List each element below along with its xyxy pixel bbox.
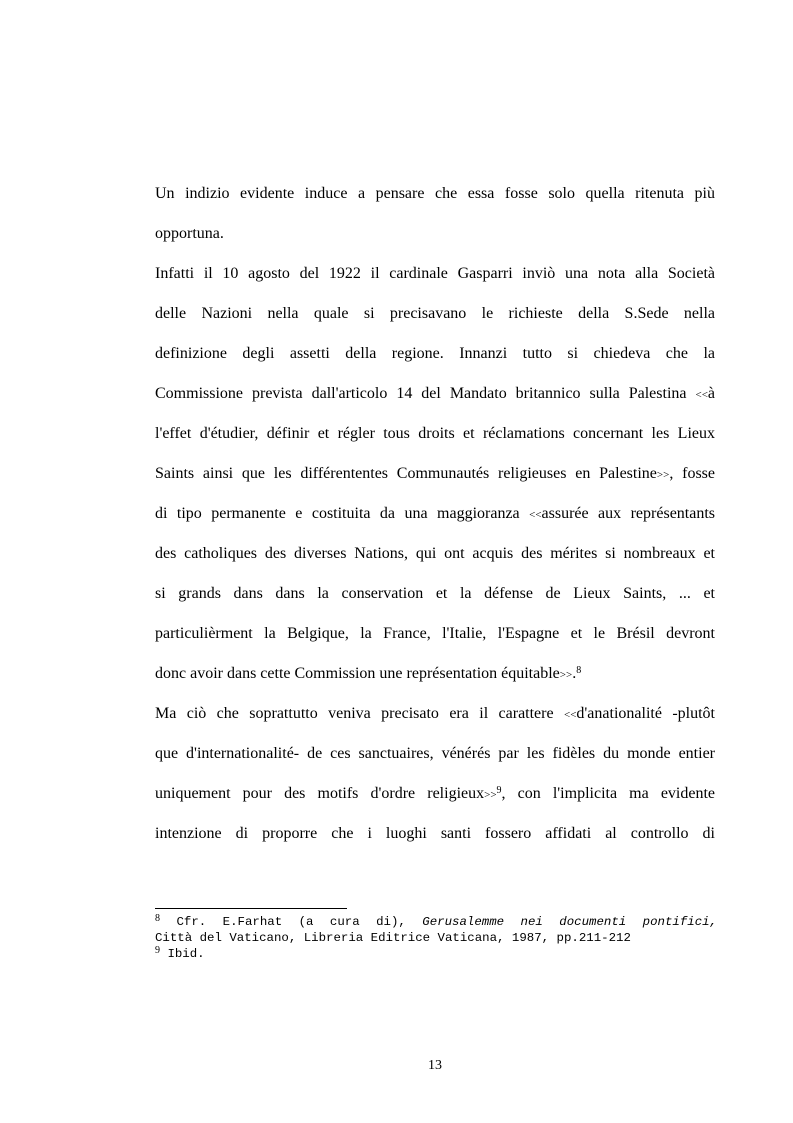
text-span: definizione degli assetti della regione. Innanzi tutto si chiedeva che la [155, 345, 715, 362]
quote-mark: >> [484, 789, 497, 801]
text-span: . [572, 665, 577, 682]
text-span: que d'internationalité- de ces sanctuaires, vénérés par les fidèles du monde entier [155, 745, 715, 762]
text-span: l'effet d'étudier, définir et régler tous droits et réclamations concernant les Lieux [155, 425, 715, 442]
text-line [155, 174, 715, 214]
text-line [155, 614, 715, 654]
text-span: Cfr. E.Farhat (a cura di), [176, 915, 406, 929]
footnote-ref[interactable]: 9 [496, 785, 502, 796]
quote-mark: >> [656, 469, 670, 481]
text-span: donc avoir dans cette Commission une représentation équitable [155, 665, 560, 682]
text-line [155, 574, 715, 614]
page-number: 13 [428, 1058, 442, 1073]
text-span: opportuna. [155, 225, 224, 242]
text-span: à [707, 385, 716, 402]
footnote-divider [155, 908, 347, 909]
text-line [155, 694, 715, 734]
footnotes [155, 914, 717, 962]
footnote-8 [155, 914, 717, 930]
text-line [155, 814, 715, 854]
text-span: particulièrment la Belgique, la France, l'Italie, l'Espagne et le Brésil devront [155, 625, 715, 642]
text-span: Saints ainsi que les différententes Communautés religieuses en Palestine [155, 465, 657, 482]
text-span: des catholiques des diverses Nations, qui ont acquis des mérites si nombreaux et [155, 545, 715, 562]
text-span: uniquement pour des motifs d'ordre religieux [155, 785, 485, 802]
text-span: di tipo permanente e costituita da una maggioranza [155, 505, 520, 522]
text-span: assurée aux représentants [541, 505, 716, 522]
text-line [155, 414, 715, 454]
text-line [155, 254, 715, 294]
quote-mark: >> [559, 669, 573, 681]
text-line [155, 774, 715, 814]
text-span: Infatti il 10 agosto del 1922 il cardinale Gasparri inviò una nota alla Società [155, 265, 715, 282]
footnote-number: 9 [155, 945, 160, 956]
book-title: Gerusalemme nei documenti pontifici, [422, 915, 717, 929]
main-text [155, 174, 715, 854]
text-line [155, 734, 715, 774]
text-line [155, 454, 715, 494]
text-span: d'anationalité -plutôt [576, 705, 716, 722]
text-line [155, 534, 715, 574]
text-line [155, 494, 715, 534]
text-span: Un indizio evidente induce a pensare che essa fosse solo quella ritenuta più [155, 185, 715, 202]
footnote-9 [155, 946, 717, 962]
text-span: delle Nazioni nella quale si precisavano le richieste della S.Sede nella [155, 305, 715, 322]
text-span: Ma ciò che soprattutto veniva precisato era il carattere [155, 705, 554, 722]
footnote-number: 8 [155, 913, 160, 924]
text-span: Città del Vaticano, Libreria Editrice Vaticana, 1987, pp.211-212 [155, 931, 631, 945]
text-line [155, 654, 715, 694]
quote-mark: << [695, 389, 708, 401]
text-span: si grands dans dans la conservation et la défense de Lieux Saints, ... et [155, 585, 715, 602]
text-line [155, 334, 715, 374]
text-span: intenzione di proporre che i luoghi santi fossero affidati al controllo di [155, 825, 715, 842]
text-line [155, 294, 715, 334]
text-line [155, 214, 715, 254]
text-span: Ibid. [167, 947, 205, 961]
text-span: Commissione prevista dall'articolo 14 del Mandato britannico sulla Palestina [155, 385, 687, 402]
quote-mark: << [529, 509, 542, 521]
text-span: , con l'implicita ma evidente [501, 785, 716, 802]
text-line [155, 374, 715, 414]
text-span: , fosse [669, 465, 715, 482]
quote-mark: << [564, 709, 577, 721]
footnote-ref[interactable]: 8 [576, 665, 582, 676]
footnote-8-cont [155, 930, 717, 946]
